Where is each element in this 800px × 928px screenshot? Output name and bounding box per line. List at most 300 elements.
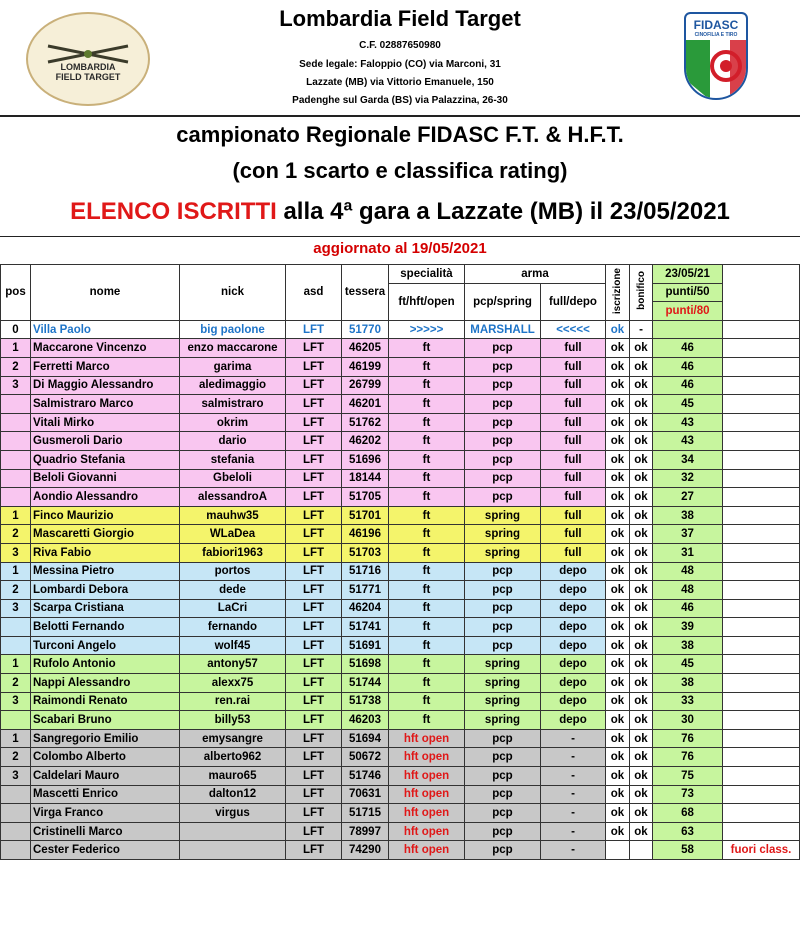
col-iscrizione-label: iscrizione [612, 267, 623, 314]
row-pos: 2 [1, 357, 31, 376]
row-pos [1, 618, 31, 637]
row-arma-classe: full [541, 450, 606, 469]
row-tessera: 46196 [342, 525, 389, 544]
row-nick: fernando [180, 618, 286, 637]
row-punti: 45 [653, 655, 723, 674]
col-bonifico [630, 265, 653, 321]
row-asd: LFT [286, 841, 342, 860]
col-nome: nome [31, 265, 180, 321]
row-nome: Messina Pietro [31, 562, 180, 581]
row-iscrizione: ok [606, 376, 630, 395]
row-bonifico: ok [630, 376, 653, 395]
row-tessera: 51762 [342, 413, 389, 432]
row-pos [1, 413, 31, 432]
row-pos [1, 711, 31, 730]
row-pos: 1 [1, 655, 31, 674]
registration-title-rest: alla 4ª gara a Lazzate (MB) il 23/05/2021 [276, 198, 730, 225]
registrations-table [0, 264, 800, 860]
row-nick [180, 822, 286, 841]
row-iscrizione: ok [606, 339, 630, 358]
row-nick: ren.rai [180, 692, 286, 711]
row-nick: alexx75 [180, 674, 286, 693]
row-arma-tipo: pcp [465, 785, 541, 804]
row-note [723, 581, 800, 600]
row-note [723, 432, 800, 451]
row-punti: 76 [653, 729, 723, 748]
row-note [723, 692, 800, 711]
row-iscrizione: ok [606, 748, 630, 767]
row-pos: 1 [1, 506, 31, 525]
row-bonifico: ok [630, 711, 653, 730]
row-arma-classe: depo [541, 674, 606, 693]
row-punti: 39 [653, 618, 723, 637]
row-punti: 46 [653, 339, 723, 358]
row-bonifico: ok [630, 432, 653, 451]
row-arma-tipo: pcp [465, 804, 541, 823]
row-nick: portos [180, 562, 286, 581]
row-arma-tipo: pcp [465, 822, 541, 841]
row-arma-classe: - [541, 767, 606, 786]
row-iscrizione: ok [606, 432, 630, 451]
row-asd: LFT [286, 711, 342, 730]
row-punti [653, 320, 723, 339]
row-specialita: ft [389, 357, 465, 376]
row-iscrizione: ok [606, 488, 630, 507]
row-arma-tipo: pcp [465, 450, 541, 469]
col-note [723, 265, 800, 321]
row-nome: Mascaretti Giorgio [31, 525, 180, 544]
row-arma-tipo: pcp [465, 618, 541, 637]
row-punti: 73 [653, 785, 723, 804]
col-ft: ft/hft/open [389, 283, 465, 320]
col-punti50: punti/50 [653, 283, 723, 302]
row-asd: LFT [286, 692, 342, 711]
row-iscrizione: ok [606, 804, 630, 823]
row-tessera: 51741 [342, 618, 389, 637]
row-pos: 3 [1, 376, 31, 395]
row-arma-tipo: spring [465, 674, 541, 693]
row-arma-tipo: pcp [465, 357, 541, 376]
row-arma-classe: full [541, 339, 606, 358]
row-specialita: ft [389, 525, 465, 544]
row-note [723, 488, 800, 507]
row-asd: LFT [286, 636, 342, 655]
row-note [723, 506, 800, 525]
row-note [723, 804, 800, 823]
row-arma-classe: full [541, 488, 606, 507]
table-row [1, 636, 800, 655]
row-bonifico: ok [630, 525, 653, 544]
row-note [723, 469, 800, 488]
row-nome: Gusmeroli Dario [31, 432, 180, 451]
col-date: 23/05/21 [653, 265, 723, 284]
table-row [1, 395, 800, 414]
col-arma: arma [465, 265, 606, 284]
row-iscrizione: ok [606, 655, 630, 674]
row-arma-tipo: spring [465, 711, 541, 730]
row-nick: dalton12 [180, 785, 286, 804]
row-bonifico: ok [630, 822, 653, 841]
row-bonifico: ok [630, 636, 653, 655]
table-row [1, 599, 800, 618]
row-arma-classe: full [541, 413, 606, 432]
row-asd: LFT [286, 729, 342, 748]
col-punti80: punti/80 [653, 302, 723, 321]
row-pos: 3 [1, 599, 31, 618]
row-note [723, 636, 800, 655]
fidasc-target-icon [686, 40, 748, 100]
row-pos: 1 [1, 729, 31, 748]
row-tessera: 51698 [342, 655, 389, 674]
row-tessera: 51738 [342, 692, 389, 711]
row-tessera: 70631 [342, 785, 389, 804]
table-row [1, 488, 800, 507]
row-arma-tipo: spring [465, 692, 541, 711]
row-iscrizione: ok [606, 599, 630, 618]
row-asd: LFT [286, 804, 342, 823]
row-note [723, 822, 800, 841]
row-bonifico: ok [630, 395, 653, 414]
row-bonifico: ok [630, 767, 653, 786]
logo-text-2: FIELD TARGET [55, 72, 121, 82]
row-pos: 2 [1, 748, 31, 767]
row-tessera: 51696 [342, 450, 389, 469]
row-note [723, 543, 800, 562]
row-nick: mauhw35 [180, 506, 286, 525]
row-arma-tipo: pcp [465, 636, 541, 655]
row-specialita: hft open [389, 822, 465, 841]
row-nick: antony57 [180, 655, 286, 674]
org-address-3: Padenghe sul Garda (BS) via Palazzina, 26-30 [292, 95, 508, 106]
row-note [723, 599, 800, 618]
row-arma-classe: - [541, 748, 606, 767]
row-punti: 31 [653, 543, 723, 562]
row-nick: mauro65 [180, 767, 286, 786]
row-nome: Scabari Bruno [31, 711, 180, 730]
row-nick: WLaDea [180, 525, 286, 544]
row-pos: 2 [1, 581, 31, 600]
row-tessera: 46202 [342, 432, 389, 451]
col-tessera: tessera [342, 265, 389, 321]
row-nick: okrim [180, 413, 286, 432]
row-specialita: ft [389, 711, 465, 730]
row-asd: LFT [286, 395, 342, 414]
row-arma-classe: depo [541, 581, 606, 600]
row-iscrizione [606, 841, 630, 860]
table-row [1, 674, 800, 693]
row-note [723, 376, 800, 395]
table-row [1, 432, 800, 451]
row-iscrizione: ok [606, 674, 630, 693]
row-punti: 46 [653, 599, 723, 618]
row-arma-classe: full [541, 525, 606, 544]
row-specialita: ft [389, 432, 465, 451]
table-row [1, 543, 800, 562]
row-tessera: 50672 [342, 748, 389, 767]
row-note [723, 339, 800, 358]
row-specialita: ft [389, 450, 465, 469]
row-specialita: >>>>> [389, 320, 465, 339]
table-row [1, 339, 800, 358]
registration-title [0, 198, 800, 226]
fidasc-logo [684, 12, 748, 100]
row-arma-classe: - [541, 804, 606, 823]
table-row [1, 785, 800, 804]
row-bonifico: ok [630, 599, 653, 618]
row-specialita: ft [389, 395, 465, 414]
table-row [1, 729, 800, 748]
row-specialita: hft open [389, 785, 465, 804]
row-nome: Vitali Mirko [31, 413, 180, 432]
row-iscrizione: ok [606, 767, 630, 786]
table-row [1, 376, 800, 395]
row-arma-tipo: pcp [465, 767, 541, 786]
row-specialita: ft [389, 376, 465, 395]
row-arma-classe: depo [541, 599, 606, 618]
row-arma-classe: <<<<< [541, 320, 606, 339]
header-separator [0, 115, 800, 117]
col-full: full/depo [541, 283, 606, 320]
row-asd: LFT [286, 562, 342, 581]
row-iscrizione: ok [606, 469, 630, 488]
row-bonifico: ok [630, 655, 653, 674]
row-arma-tipo: pcp [465, 413, 541, 432]
registration-title-red: ELENCO ISCRITTI [70, 198, 277, 225]
row-note: fuori class. [723, 841, 800, 860]
row-nick: LaCri [180, 599, 286, 618]
row-nome: Riva Fabio [31, 543, 180, 562]
row-nome: Colombo Alberto [31, 748, 180, 767]
row-arma-classe: depo [541, 692, 606, 711]
row-punti: 43 [653, 432, 723, 451]
row-punti: 63 [653, 822, 723, 841]
row-nome: Virga Franco [31, 804, 180, 823]
row-nome: Ferretti Marco [31, 357, 180, 376]
row-specialita: ft [389, 618, 465, 637]
row-nick: big paolone [180, 320, 286, 339]
row-specialita: hft open [389, 748, 465, 767]
row-nick: dede [180, 581, 286, 600]
row-note [723, 748, 800, 767]
row-tessera: 51705 [342, 488, 389, 507]
row-note [723, 413, 800, 432]
row-arma-classe: full [541, 395, 606, 414]
row-punti: 48 [653, 562, 723, 581]
row-asd: LFT [286, 432, 342, 451]
row-bonifico: ok [630, 748, 653, 767]
row-nome: Villa Paolo [31, 320, 180, 339]
row-nome: Sangregorio Emilio [31, 729, 180, 748]
row-arma-tipo: pcp [465, 841, 541, 860]
row-tessera: 51716 [342, 562, 389, 581]
row-punti: 38 [653, 674, 723, 693]
row-pos: 1 [1, 562, 31, 581]
row-specialita: ft [389, 581, 465, 600]
table-row [1, 525, 800, 544]
row-bonifico: ok [630, 562, 653, 581]
row-note [723, 767, 800, 786]
row-pos: 2 [1, 674, 31, 693]
row-pos: 0 [1, 320, 31, 339]
row-pos: 3 [1, 767, 31, 786]
row-pos: 3 [1, 692, 31, 711]
col-nick: nick [180, 265, 286, 321]
row-arma-tipo: pcp [465, 395, 541, 414]
row-tessera: 51701 [342, 506, 389, 525]
row-punti: 46 [653, 376, 723, 395]
row-iscrizione: ok [606, 543, 630, 562]
row-iscrizione: ok [606, 785, 630, 804]
row-iscrizione: ok [606, 525, 630, 544]
table-row [1, 413, 800, 432]
row-pos [1, 395, 31, 414]
table-row [1, 450, 800, 469]
row-bonifico: - [630, 320, 653, 339]
row-specialita: ft [389, 506, 465, 525]
row-tessera: 46205 [342, 339, 389, 358]
table-row [1, 618, 800, 637]
row-punti: 34 [653, 450, 723, 469]
row-iscrizione: ok [606, 636, 630, 655]
row-nick: Gbeloli [180, 469, 286, 488]
row-nome: Aondio Alessandro [31, 488, 180, 507]
table-row [1, 767, 800, 786]
row-nome: Finco Maurizio [31, 506, 180, 525]
row-punti: 68 [653, 804, 723, 823]
fidasc-logo-sub: CINOFILIA E TIRO [694, 32, 738, 38]
row-specialita: hft open [389, 729, 465, 748]
row-tessera: 46204 [342, 599, 389, 618]
row-asd: LFT [286, 450, 342, 469]
row-pos [1, 841, 31, 860]
row-nome: Beloli Giovanni [31, 469, 180, 488]
row-nick: stefania [180, 450, 286, 469]
row-tessera: 51770 [342, 320, 389, 339]
row-specialita: ft [389, 543, 465, 562]
row-nome: Raimondi Renato [31, 692, 180, 711]
row-tessera: 51746 [342, 767, 389, 786]
row-tessera: 51715 [342, 804, 389, 823]
row-nick: emysangre [180, 729, 286, 748]
table-row [1, 804, 800, 823]
row-note [723, 711, 800, 730]
row-nick [180, 841, 286, 860]
row-asd: LFT [286, 618, 342, 637]
row-nome: Mascetti Enrico [31, 785, 180, 804]
row-nick: garima [180, 357, 286, 376]
row-arma-tipo: pcp [465, 432, 541, 451]
row-nome: Caldelari Mauro [31, 767, 180, 786]
row-arma-classe: full [541, 543, 606, 562]
row-iscrizione: ok [606, 413, 630, 432]
row-specialita: ft [389, 636, 465, 655]
table-row [1, 692, 800, 711]
row-nick: fabiori1963 [180, 543, 286, 562]
row-nome: Lombardi Debora [31, 581, 180, 600]
row-bonifico: ok [630, 413, 653, 432]
row-tessera: 46201 [342, 395, 389, 414]
row-punti: 43 [653, 413, 723, 432]
row-specialita: ft [389, 469, 465, 488]
row-asd: LFT [286, 655, 342, 674]
row-tessera: 51744 [342, 674, 389, 693]
row-arma-tipo: pcp [465, 469, 541, 488]
row-pos: 2 [1, 525, 31, 544]
row-iscrizione: ok [606, 711, 630, 730]
row-punti: 27 [653, 488, 723, 507]
row-specialita: hft open [389, 804, 465, 823]
row-pos [1, 804, 31, 823]
row-arma-classe: depo [541, 618, 606, 637]
row-punti: 33 [653, 692, 723, 711]
row-specialita: ft [389, 655, 465, 674]
table-row [1, 822, 800, 841]
row-asd: LFT [286, 543, 342, 562]
org-title: Lombardia Field Target [279, 6, 521, 31]
row-bonifico: ok [630, 804, 653, 823]
row-note [723, 450, 800, 469]
row-arma-tipo: pcp [465, 488, 541, 507]
logo-text-1: LOMBARDIA [60, 62, 116, 72]
row-punti: 37 [653, 525, 723, 544]
row-asd: LFT [286, 599, 342, 618]
row-note [723, 320, 800, 339]
row-punti: 38 [653, 636, 723, 655]
row-iscrizione: ok [606, 618, 630, 637]
row-pos [1, 469, 31, 488]
row-arma-classe: depo [541, 655, 606, 674]
row-note [723, 562, 800, 581]
row-arma-tipo: pcp [465, 376, 541, 395]
row-bonifico: ok [630, 488, 653, 507]
row-pos [1, 785, 31, 804]
row-bonifico: ok [630, 469, 653, 488]
row-punti: 30 [653, 711, 723, 730]
title-separator [0, 236, 800, 237]
row-iscrizione: ok [606, 450, 630, 469]
row-nick: alberto962 [180, 748, 286, 767]
row-nome: Belotti Fernando [31, 618, 180, 637]
table-row [1, 841, 800, 860]
row-arma-tipo: MARSHALL [465, 320, 541, 339]
row-asd: LFT [286, 339, 342, 358]
row-nick: salmistraro [180, 395, 286, 414]
row-note [723, 395, 800, 414]
row-nome: Cristinelli Marco [31, 822, 180, 841]
org-address-2: Lazzate (MB) via Vittorio Emanuele, 150 [306, 77, 494, 88]
table-row [1, 562, 800, 581]
row-asd: LFT [286, 506, 342, 525]
row-note [723, 674, 800, 693]
row-arma-classe: - [541, 822, 606, 841]
row-bonifico: ok [630, 581, 653, 600]
row-bonifico: ok [630, 357, 653, 376]
page-header [0, 0, 800, 115]
row-arma-classe: depo [541, 711, 606, 730]
col-bonifico-label: bonifico [635, 271, 647, 311]
row-note [723, 655, 800, 674]
row-bonifico: ok [630, 339, 653, 358]
org-address-1: Sede legale: Faloppio (CO) via Marconi, 31 [299, 59, 501, 70]
row-punti: 75 [653, 767, 723, 786]
row-arma-classe: full [541, 376, 606, 395]
row-arma-tipo: pcp [465, 581, 541, 600]
row-asd: LFT [286, 674, 342, 693]
row-asd: LFT [286, 469, 342, 488]
row-nick: aledimaggio [180, 376, 286, 395]
row-arma-classe: - [541, 841, 606, 860]
row-tessera: 26799 [342, 376, 389, 395]
